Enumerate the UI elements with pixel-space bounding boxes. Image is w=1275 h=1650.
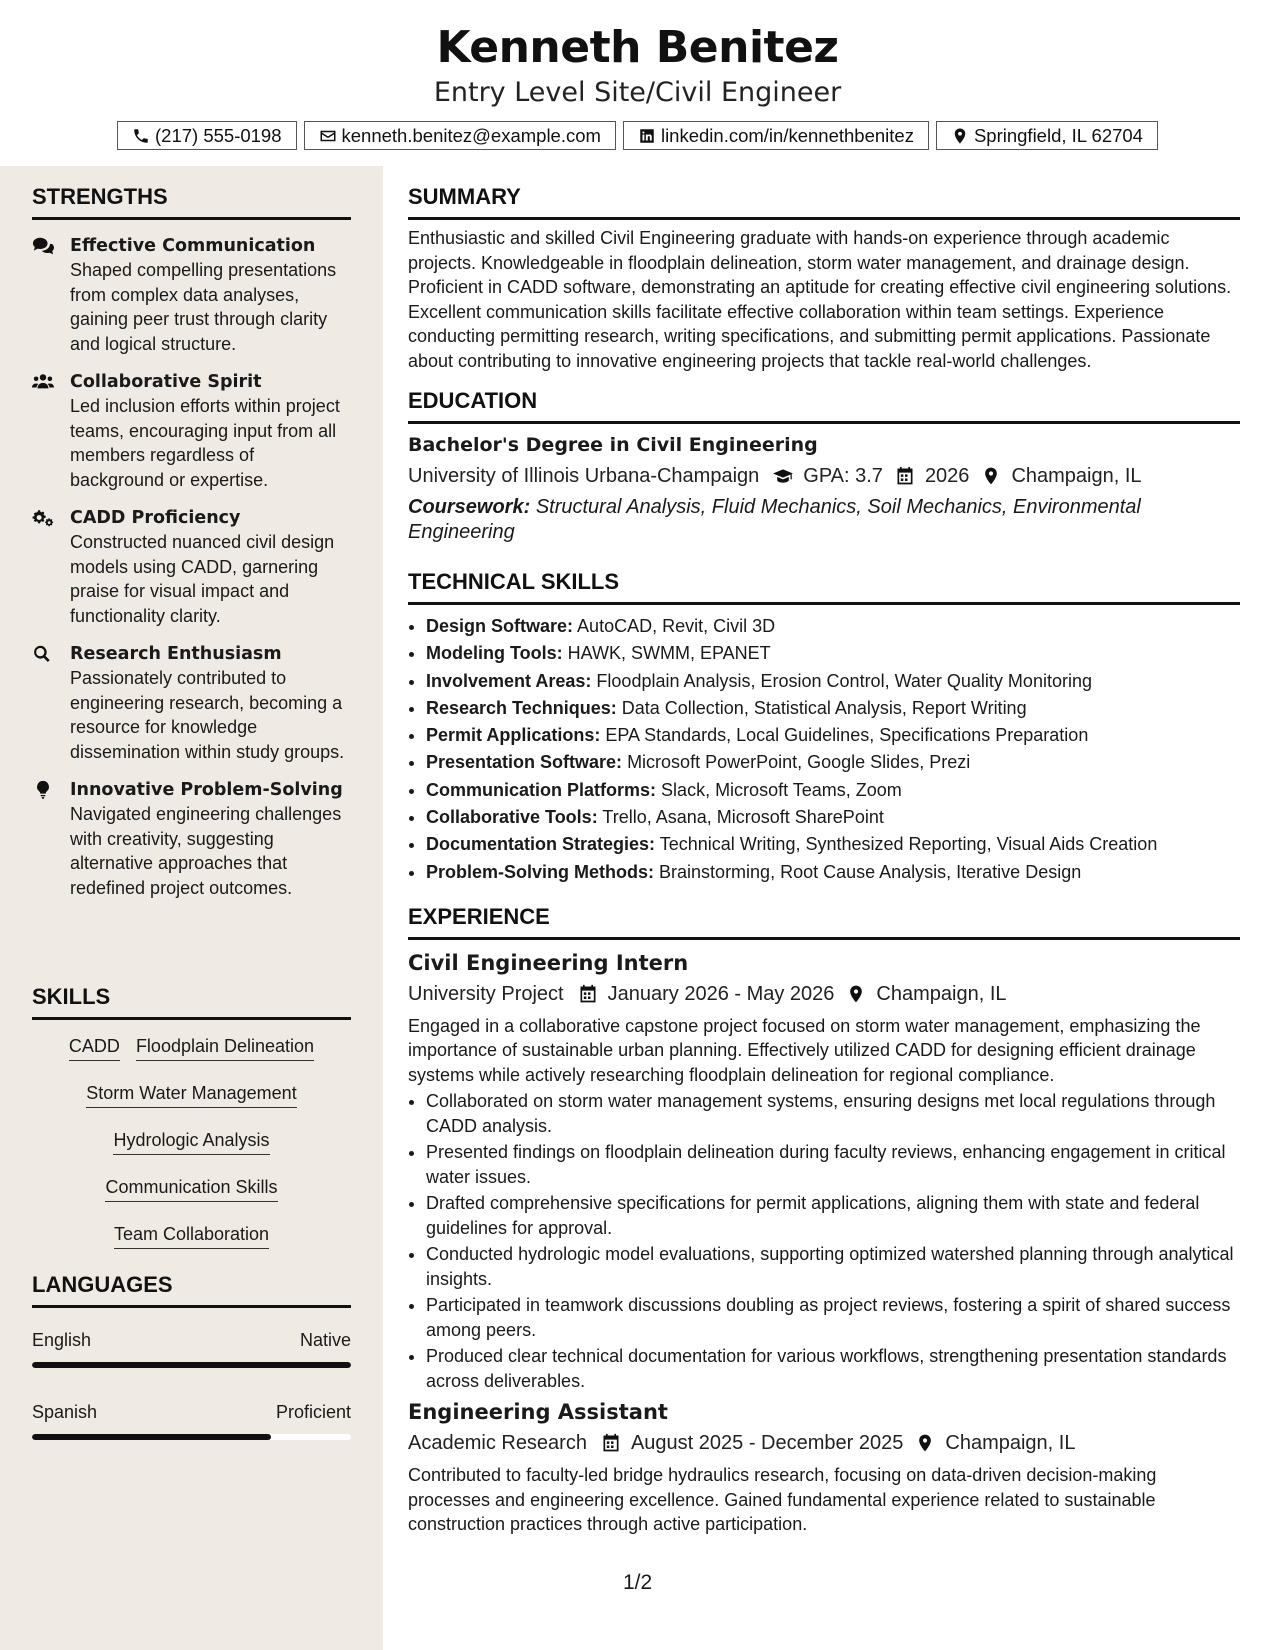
list-item (426, 804, 1240, 831)
skill-label: Documentation Strategies: (426, 834, 656, 855)
contact-bar (0, 121, 1275, 150)
job-summary: Contributed to faculty-led bridge hydraulics research, focusing on data-driven decision-making processes and engineering excellence. Gained fundamental experience related to sustainable construction practices through active participation. (408, 1465, 1157, 1535)
list-item (426, 668, 1240, 695)
strength-item (32, 506, 351, 628)
list-item (426, 640, 1240, 667)
job-org: Academic Research (408, 1432, 587, 1455)
strength-item (32, 370, 351, 492)
language-name: Spanish (32, 1402, 98, 1422)
strength-title: Research Enthusiasm (70, 644, 282, 664)
calendar-icon (601, 1433, 621, 1453)
sidebar (0, 166, 383, 1650)
list-item: • Produced clear technical documentation for various workflows, strengthening presentation standards across deliverables. (426, 1344, 1240, 1393)
skill-value: AutoCAD, Revit, Civil 3D (577, 616, 776, 636)
skill-label: Presentation Software: (426, 752, 623, 773)
skill-label: Problem-Solving Methods: (426, 861, 655, 882)
skill-tag: Communication Skills (105, 1175, 277, 1202)
skill-tag: Team Collaboration (114, 1222, 269, 1249)
language-bar (32, 1362, 351, 1368)
strength-item (32, 778, 351, 900)
list-item: • Drafted comprehensive specifications for permit applications, aligning them with state and federal guidelines for approval. (426, 1191, 1240, 1240)
summary-heading: SUMMARY (408, 184, 1240, 220)
phone-contact (117, 121, 297, 150)
envelope-icon (319, 127, 337, 145)
strengths-heading: STRENGTHS (32, 184, 351, 220)
list-item (426, 777, 1240, 804)
coursework-label: Coursework: (408, 496, 531, 518)
linkedin-icon (638, 127, 656, 145)
strength-title: CADD Proficiency (70, 508, 241, 528)
strength-title: Innovative Problem-Solving (70, 780, 343, 800)
location-contact (936, 121, 1158, 150)
list-item (426, 831, 1240, 858)
strength-item (32, 234, 351, 356)
coursework (408, 495, 1240, 545)
email-contact[interactable] (304, 121, 616, 150)
users-icon (32, 372, 54, 392)
skill-label: Communication Platforms: (426, 779, 657, 800)
technical-skills-list (408, 613, 1240, 886)
skill-label: Collaborative Tools: (426, 807, 598, 828)
phone-text: (217) 555-0198 (155, 124, 282, 146)
skill-label: Involvement Areas: (426, 670, 592, 691)
degree-title: Bachelor's Degree in Civil Engineering (408, 434, 818, 456)
education-heading: EDUCATION (408, 388, 1240, 424)
education-meta (408, 462, 1240, 490)
job-entry (408, 948, 1240, 1394)
graduation-year: 2026 (924, 465, 970, 487)
languages-section (32, 1272, 351, 1440)
candidate-name: Kenneth Benitez (436, 22, 839, 73)
gpa-text: GPA: 3.7 (803, 465, 883, 487)
experience-section (408, 904, 1240, 1537)
skills-section (32, 984, 351, 1269)
job-dates: August 2025 - December 2025 (630, 1432, 904, 1455)
skill-tag: CADD (69, 1034, 120, 1061)
summary-section (408, 184, 1240, 373)
skill-value: EPA Standards, Local Guidelines, Specifications Preparation (605, 725, 1089, 746)
job-title: Engineering Assistant (408, 1400, 668, 1425)
list-item (426, 722, 1240, 749)
strengths-section (32, 184, 351, 900)
strength-title: Collaborative Spirit (70, 372, 262, 392)
strength-desc: Navigated engineering challenges with creativity, suggesting alternative approaches that redefined project outcomes. (70, 804, 342, 898)
list-item (426, 613, 1240, 640)
map-pin-icon (915, 1433, 935, 1453)
skill-tag: Floodplain Delineation (136, 1034, 314, 1061)
summary-text: Enthusiastic and skilled Civil Engineering graduate with hands-on experience through academic projects. Knowledgeable in floodplain delineation, storm water management, and drainage design. Proficient in CADD software, demonstrating an aptitude for creating effective civil engineering solutions. Excellent communication skills facilitate effective collaboration within team settings. Experience conducting permitting research, writing specifications, and submitting permit applications. Passionate about contributing to innovative engineering projects that tackle real-world challenges. (408, 228, 1232, 371)
skills-heading: SKILLS (32, 984, 351, 1020)
page-number: 1/2 (623, 1571, 653, 1594)
email-text: kenneth.benitez@example.com (341, 124, 601, 146)
education-section (408, 388, 1240, 545)
phone-icon (132, 127, 150, 145)
language-row (32, 1400, 351, 1424)
coursework-list: Structural Analysis, Fluid Mechanics, Soil Mechanics, Environmental Engineering (408, 496, 1141, 543)
location-text: Springfield, IL 62704 (973, 124, 1143, 146)
skill-label: Design Software: (426, 616, 574, 636)
language-bar-fill (32, 1434, 271, 1440)
job-title: Civil Engineering Intern (408, 950, 689, 975)
skill-value: Slack, Microsoft Teams, Zoom (661, 779, 902, 800)
language-level: Proficient (275, 1402, 351, 1422)
skill-value: Microsoft PowerPoint, Google Slides, Prezi (627, 752, 971, 773)
job-location: Champaign, IL (876, 982, 1007, 1005)
job-entry (408, 1397, 1240, 1537)
language-bar (32, 1434, 351, 1440)
job-meta (408, 1429, 1240, 1457)
list-item: • Participated in teamwork discussions doubling as project reviews, fostering a spirit of shared success among peers. (426, 1293, 1240, 1342)
language-bar-fill (32, 1362, 351, 1368)
job-summary: Engaged in a collaborative capstone project focused on storm water management, emphasizing the importance of sustainable urban planning. Effectively utilized CADD for designing efficient drainage systems while actively researching floodplain delineation for regional compliance. (408, 1015, 1201, 1085)
skills-list (32, 1034, 351, 1269)
list-item: • Conducted hydrologic model evaluations, supporting optimized watershed planning through analytical insights. (426, 1242, 1240, 1291)
skill-tag: Hydrologic Analysis (113, 1128, 269, 1155)
strength-desc: Shaped compelling presentations from complex data analyses, gaining peer trust through clarity and logical structure. (70, 260, 337, 354)
list-item: • Presented findings on floodplain delineation during faculty reviews, enhancing engagement in critical water issues. (426, 1140, 1240, 1189)
strength-desc: Constructed nuanced civil design models using CADD, garnering praise for visual impact and functionality clarity. (70, 532, 335, 626)
comments-icon (32, 236, 54, 256)
strength-desc: Passionately contributed to engineering research, becoming a resource for knowledge dissemination within study groups. (70, 668, 345, 762)
skill-value: Brainstorming, Root Cause Analysis, Iterative Design (659, 861, 1082, 882)
job-org: University Project (408, 982, 564, 1005)
job-bullets (408, 1089, 1240, 1393)
skill-tag: Storm Water Management (86, 1081, 296, 1108)
calendar-icon (578, 984, 598, 1004)
strength-title: Effective Communication (70, 236, 316, 256)
experience-heading: EXPERIENCE (408, 904, 1240, 940)
calendar-icon (895, 466, 915, 486)
lightbulb-icon (32, 780, 54, 800)
language-name: English (32, 1330, 92, 1350)
map-pin-icon (846, 984, 866, 1004)
skill-value: Floodplain Analysis, Erosion Control, Water Quality Monitoring (596, 670, 1092, 691)
candidate-title: Entry Level Site/Civil Engineer (433, 77, 842, 108)
language-level: Native (299, 1330, 351, 1350)
search-icon (32, 644, 54, 664)
main-content (408, 166, 1240, 1537)
skill-value: Trello, Asana, Microsoft SharePoint (602, 807, 884, 828)
skill-label: Permit Applications: (426, 725, 601, 746)
education-location: Champaign, IL (1011, 465, 1142, 487)
graduation-cap-icon (773, 466, 793, 486)
strength-item (32, 642, 351, 764)
languages-heading: LANGUAGES (32, 1272, 351, 1308)
job-meta (408, 980, 1240, 1008)
skill-label: Research Techniques: (426, 697, 617, 718)
skill-value: Data Collection, Statistical Analysis, Report Writing (621, 697, 1027, 718)
list-item (426, 859, 1240, 886)
list-item (426, 695, 1240, 722)
skill-label: Modeling Tools: (426, 643, 563, 664)
skill-value: Technical Writing, Synthesized Reporting, Visual Aids Creation (659, 834, 1158, 855)
linkedin-text: linkedin.com/in/kennethbenitez (660, 124, 914, 146)
map-pin-icon (981, 466, 1001, 486)
list-item (426, 749, 1240, 776)
job-dates: January 2026 - May 2026 (607, 982, 835, 1005)
list-item: • Collaborated on storm water management systems, ensuring designs met local regulations through CADD analysis. (426, 1089, 1240, 1138)
linkedin-contact[interactable] (623, 121, 929, 150)
school-name: University of Illinois Urbana-Champaign (408, 465, 760, 487)
job-location: Champaign, IL (945, 1432, 1076, 1455)
technical-skills-heading: TECHNICAL SKILLS (408, 569, 1240, 605)
gears-icon (32, 508, 54, 528)
strength-desc: Led inclusion efforts within project teams, encouraging input from all members regardless of background or expertise. (70, 396, 340, 490)
technical-skills-section (408, 569, 1240, 886)
resume-header (0, 0, 1275, 150)
map-pin-icon (951, 127, 969, 145)
language-row (32, 1328, 351, 1352)
skill-value: HAWK, SWMM, EPANET (567, 643, 771, 664)
